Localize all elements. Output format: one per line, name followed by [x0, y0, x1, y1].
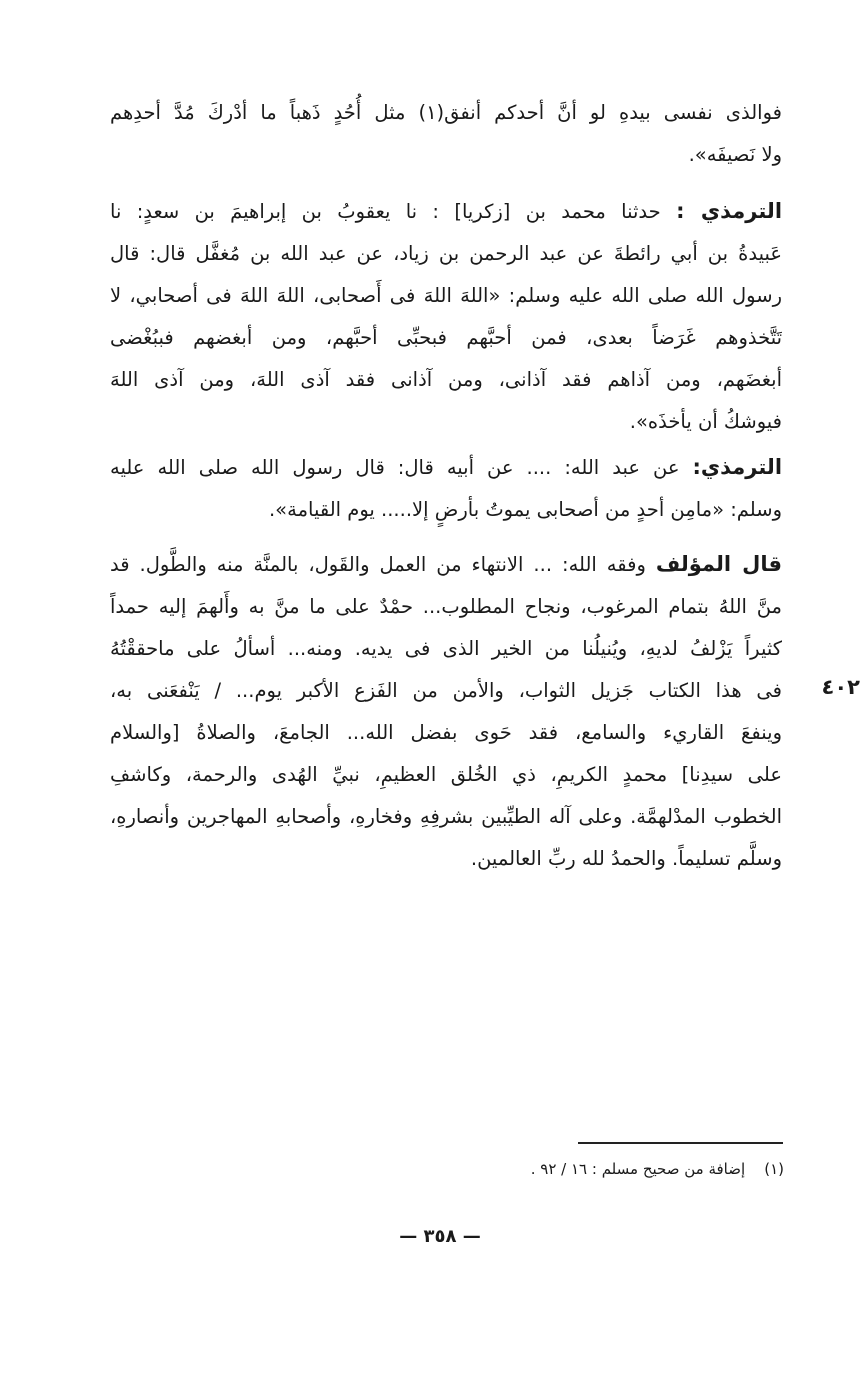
footnote-text: إضافة من صحيح مسلم : ١٦ / ٩٢ . [530, 1160, 746, 1178]
paragraph-tirmidhi-1 [110, 190, 782, 443]
text-line [110, 190, 782, 233]
text-fragment: حدثنا محمد بن [زكريا] : نا يعقوبُ بن إبراهيمَ بن سعدٍ: نا [110, 200, 661, 223]
text-line: أبغضَهم، ومن آذاهم فقد آذانى، ومن آذانى فقد آذى اللهَ، ومن آذى اللهَ [110, 368, 782, 391]
page-number: — ٣٥٨ — [399, 1226, 481, 1247]
text-line: فوالذى نفسى بيدهِ لو أنَّ أحدكم أنفق(١) مثل أُحُدٍ ذَهباً ما أدْركَ مُدَّ أحدِهم [110, 101, 782, 124]
text-line: فى هذا الكتاب جَزيل الثواب، والأمن من الفَزع الأكبر يوم... / يَنْفعَنى به، [110, 679, 782, 702]
text-line: وينفعَ القاريء والسامع، فقد حَوى بفضل الله... الجامعَ، والصلاةُ [والسلام [110, 721, 782, 744]
text-line: وسلم: «مامِن أحدٍ من أصحابى يموتُ بأرضٍ إلا..... يوم القيامة». [268, 498, 782, 521]
text-line [110, 543, 782, 586]
text-fragment: عن عبد الله: .... عن أبيه قال: قال رسول الله صلى الله عليه [110, 456, 680, 479]
text-line: فيوشكُ أن يأخذَه». [629, 410, 782, 433]
paragraph-author-closing [110, 543, 782, 880]
footnote [440, 1154, 784, 1184]
text-line: ولا نَصيفَه». [688, 143, 782, 166]
paragraph-lead: قال المؤلف [655, 552, 782, 576]
text-line: كثيراً يَزْلفُ لديهِ، ويُنيلُنا من الخير الذى فى يديه. ومنه... أسألُ على ماحققْتُهُ [110, 637, 782, 660]
paragraph-lead: الترمذي : [676, 199, 782, 223]
text-line: تَتَّخذوهم غَرَضاً بعدى، فمن أحبَّهم فبحبِّى أحبَّهم، ومن أبغضهم فببُغْضى [110, 326, 782, 349]
paragraph-tirmidhi-2 [110, 446, 782, 531]
footnote-marker: (١) [764, 1160, 784, 1178]
text-line: الخطوب المدْلهمَّة. وعلى آله الطيِّبين بشرفِهِ وفخارهِ، وأصحابهِ المهاجرين وأنصارهِ، [110, 805, 782, 828]
footnote-separator [578, 1142, 783, 1144]
text-line: منَّ اللهُ بتمام المرغوب، ونجاح المطلوب... حمْدٌ على ما منَّ به وأَلهمَ إليه حمداً [110, 595, 782, 618]
text-line: على سيدِنا] محمدٍ الكريمِ، ذي الخُلق العظيمِ، نبيِّ الهُدى والرحمة، وكاشفِ [110, 763, 782, 786]
text-line: وسلَّم تسليماً. والحمدُ لله ربِّ العالمين. [470, 847, 782, 870]
text-line: رسول الله صلى الله عليه وسلم: «اللهَ اللهَ فى أَصحابى، اللهَ اللهَ فى أصحابي، لا [110, 284, 782, 307]
text-fragment: وفقه الله: ... الانتهاء من العمل والقَول، بالمنَّة منه والطَّول. قد [110, 553, 646, 576]
paragraph-lead: الترمذي: [692, 455, 782, 479]
text-line: عَبيدةُ بن أبي رائطةَ عن عبد الرحمن بن زياد، عن عبد الله بن مُغفَّل قال: قال [110, 242, 782, 265]
text-line [110, 446, 782, 489]
margin-reference-number: ٤٠٢ [821, 675, 860, 699]
paragraph-hadith-continuation [110, 92, 782, 176]
